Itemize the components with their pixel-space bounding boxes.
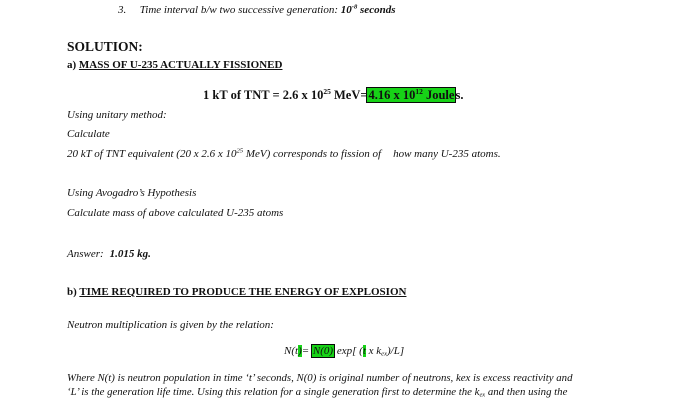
avogadro-text: Using Avogadro’s Hypothesis (67, 187, 197, 199)
part-b-title: TIME REQUIRED TO PRODUCE THE ENERGY OF EXPLOSION (79, 286, 407, 298)
neutron-intro: Neutron multiplication is given by the relation: (67, 319, 274, 331)
item-text: Time interval b/w two successive generation: (139, 4, 341, 16)
part-a-heading: a) MASS OF U-235 ACTUALLY FISSIONED (67, 59, 283, 71)
method-text: Using unitary method: (67, 109, 167, 121)
solution-heading: SOLUTION: (67, 39, 143, 54)
part-a-title: MASS OF U-235 ACTUALLY FISSIONED (78, 59, 283, 71)
answer-value: 1.015 kg. (109, 248, 151, 260)
item-unit: seconds (357, 4, 396, 16)
neutron-formula: N(t)= N(0) exp[ (t x $k_{ex})/L$] (284, 345, 405, 358)
highlighted-n0: N(0) (312, 345, 334, 357)
paragraph-line-1: Where N(t) is neutron population in time ‘t’ seconds, N(0) is original number of neutrons, kex is excess reactivity and (67, 372, 573, 384)
part-b-heading: b) TIME REQUIRED TO PRODUCE THE ENERGY OF EXPLOSION (67, 286, 407, 298)
answer-line (67, 249, 151, 260)
energy-equation: 1 kT of TNT = 2.6 x $10^{25}$ MeV=4.16 x $10^{12}$ Joules. (203, 86, 464, 102)
item-number: 3. (118, 4, 127, 16)
calculate-text: Calculate (67, 128, 110, 140)
calc-line: 20 kT of TNT equivalent (20 x 2.6 x $10^{25}$ MeV) corresponds to fission of how many U-235 atoms. (67, 147, 501, 160)
paragraph-line-2: ‘L’ is the generation life time. Using this relation for a single generation first to determine the $k_{ex}$ and then using the (67, 386, 568, 399)
given-item-3 (118, 5, 395, 16)
calc-mass-text: Calculate mass of above calculated U-235 atoms (67, 207, 284, 219)
item-value: $10^{-8}$ (340, 3, 358, 16)
answer-label: Answer: (67, 248, 104, 260)
highlighted-energy: 4.16 x $10^{12}$ Joule (368, 86, 455, 102)
